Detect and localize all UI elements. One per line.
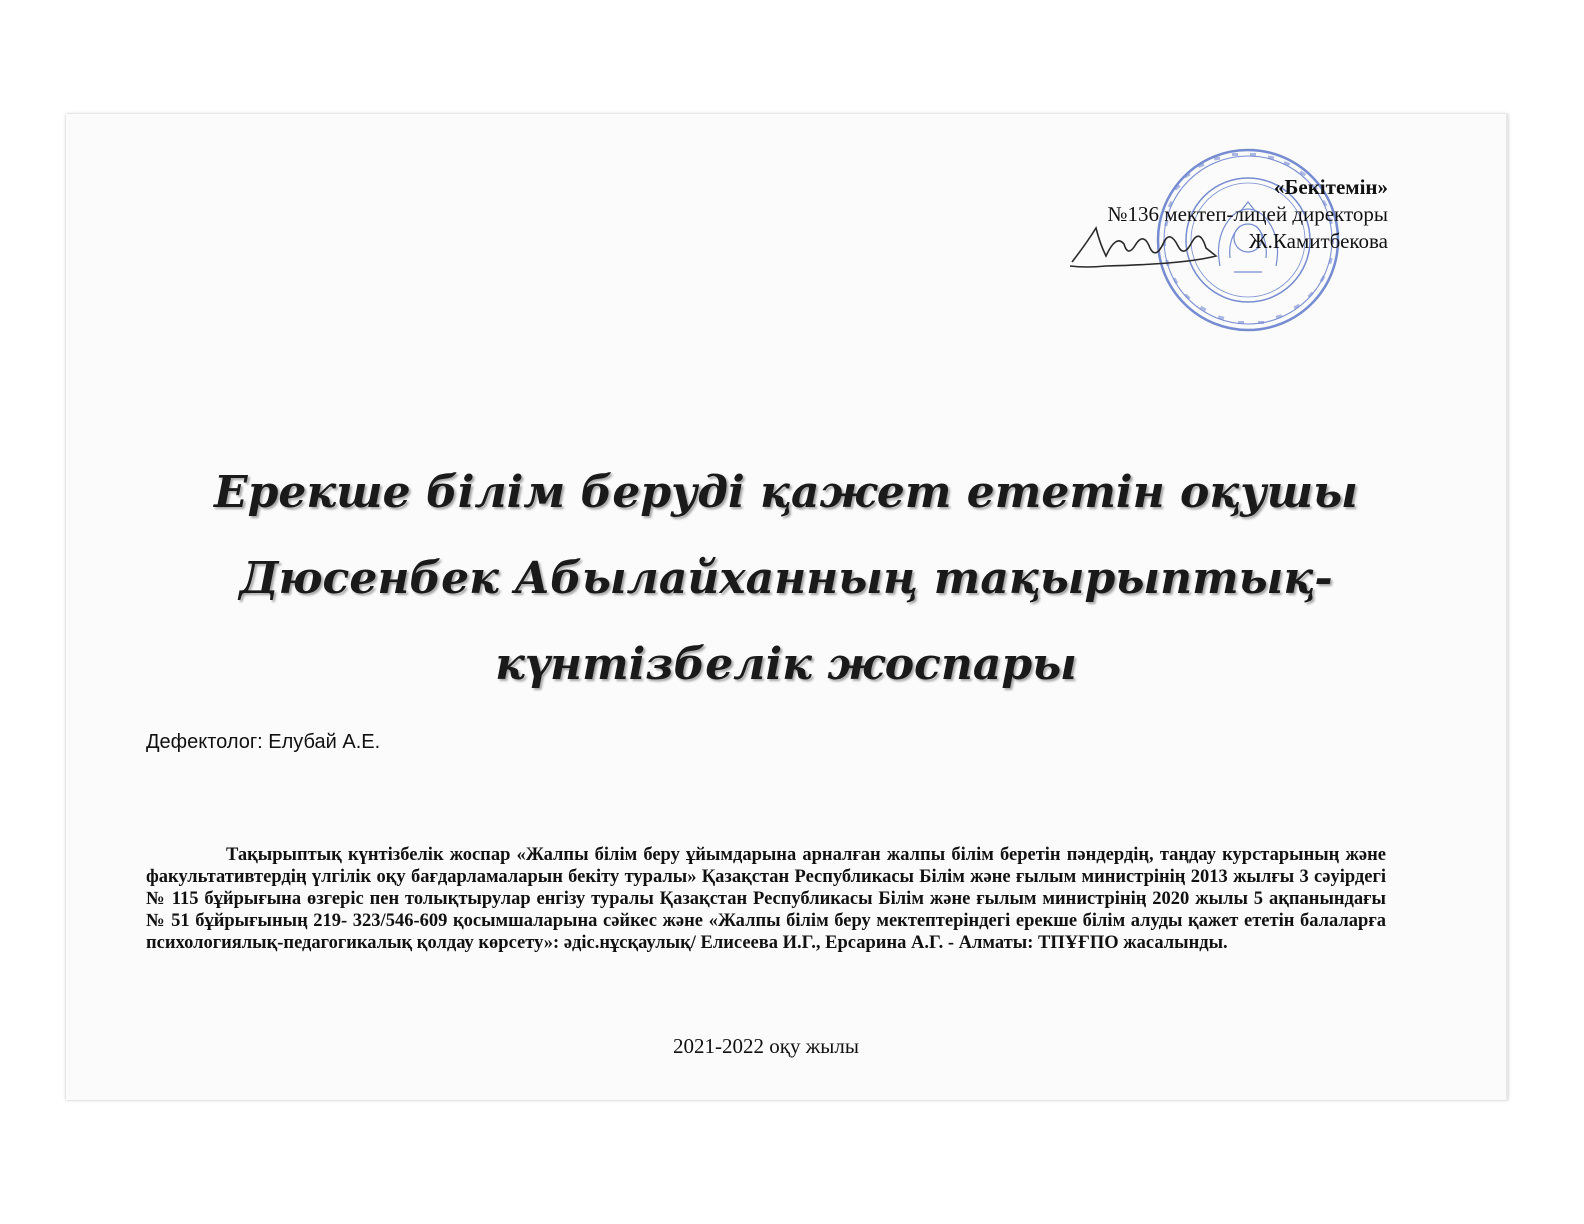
document-title <box>106 450 1466 708</box>
academic-year: 2021-2022 оқу жылы <box>673 1034 859 1058</box>
title-line-3: күнтізбелік жоспары <box>495 639 1077 690</box>
title-line-2: Дюсенбек Абылайханның тақырыптық- <box>239 553 1333 604</box>
description-paragraph: Тақырыптық күнтізбелік жоспар «Жалпы білім беру ұйымдарына арналған жалпы білім беретін пәндердің, таңдау курстарының және факультативтердің үлгілік оқу бағдарламаларын бекіту туралы» Қазақстан Республикасы Білім және ғылым министрінің 2013 жылғы 3 сәуірдегі № 115 бұйрығына өзгеріс пен толықтырулар енгізу туралы Қазақстан Республикасы Білім және ғылым министрінің 2020 жылы 5 ақпанындағы № 51 бұйрығының 219- 323/546-609 қосымшаларына сәйкес және «Жалпы білім беру мектептеріндегі ерекше білім алуды қажет ететін балаларға психологиялық-педагогикалық қолдау көрсету»: әдіс.нұсқаулық/ Елисеева И.Г., Ерсарина А.Г. - Алматы: ТПҰҒПО жасалынды. <box>146 845 1386 953</box>
approval-signature-line <box>1249 228 1388 255</box>
document-page <box>66 114 1508 1100</box>
approval-block <box>1028 174 1388 255</box>
author-line: Дефектолог: Елубай А.Е. <box>146 731 381 753</box>
approval-position: №136 мектеп-лицей директоры <box>1107 202 1388 226</box>
approval-name: Ж.Камитбекова <box>1248 229 1388 253</box>
approval-heading: «Бекітемін» <box>1273 175 1388 199</box>
title-line-1: Ерекше білім беруді қажет ететін оқушы <box>214 467 1358 518</box>
